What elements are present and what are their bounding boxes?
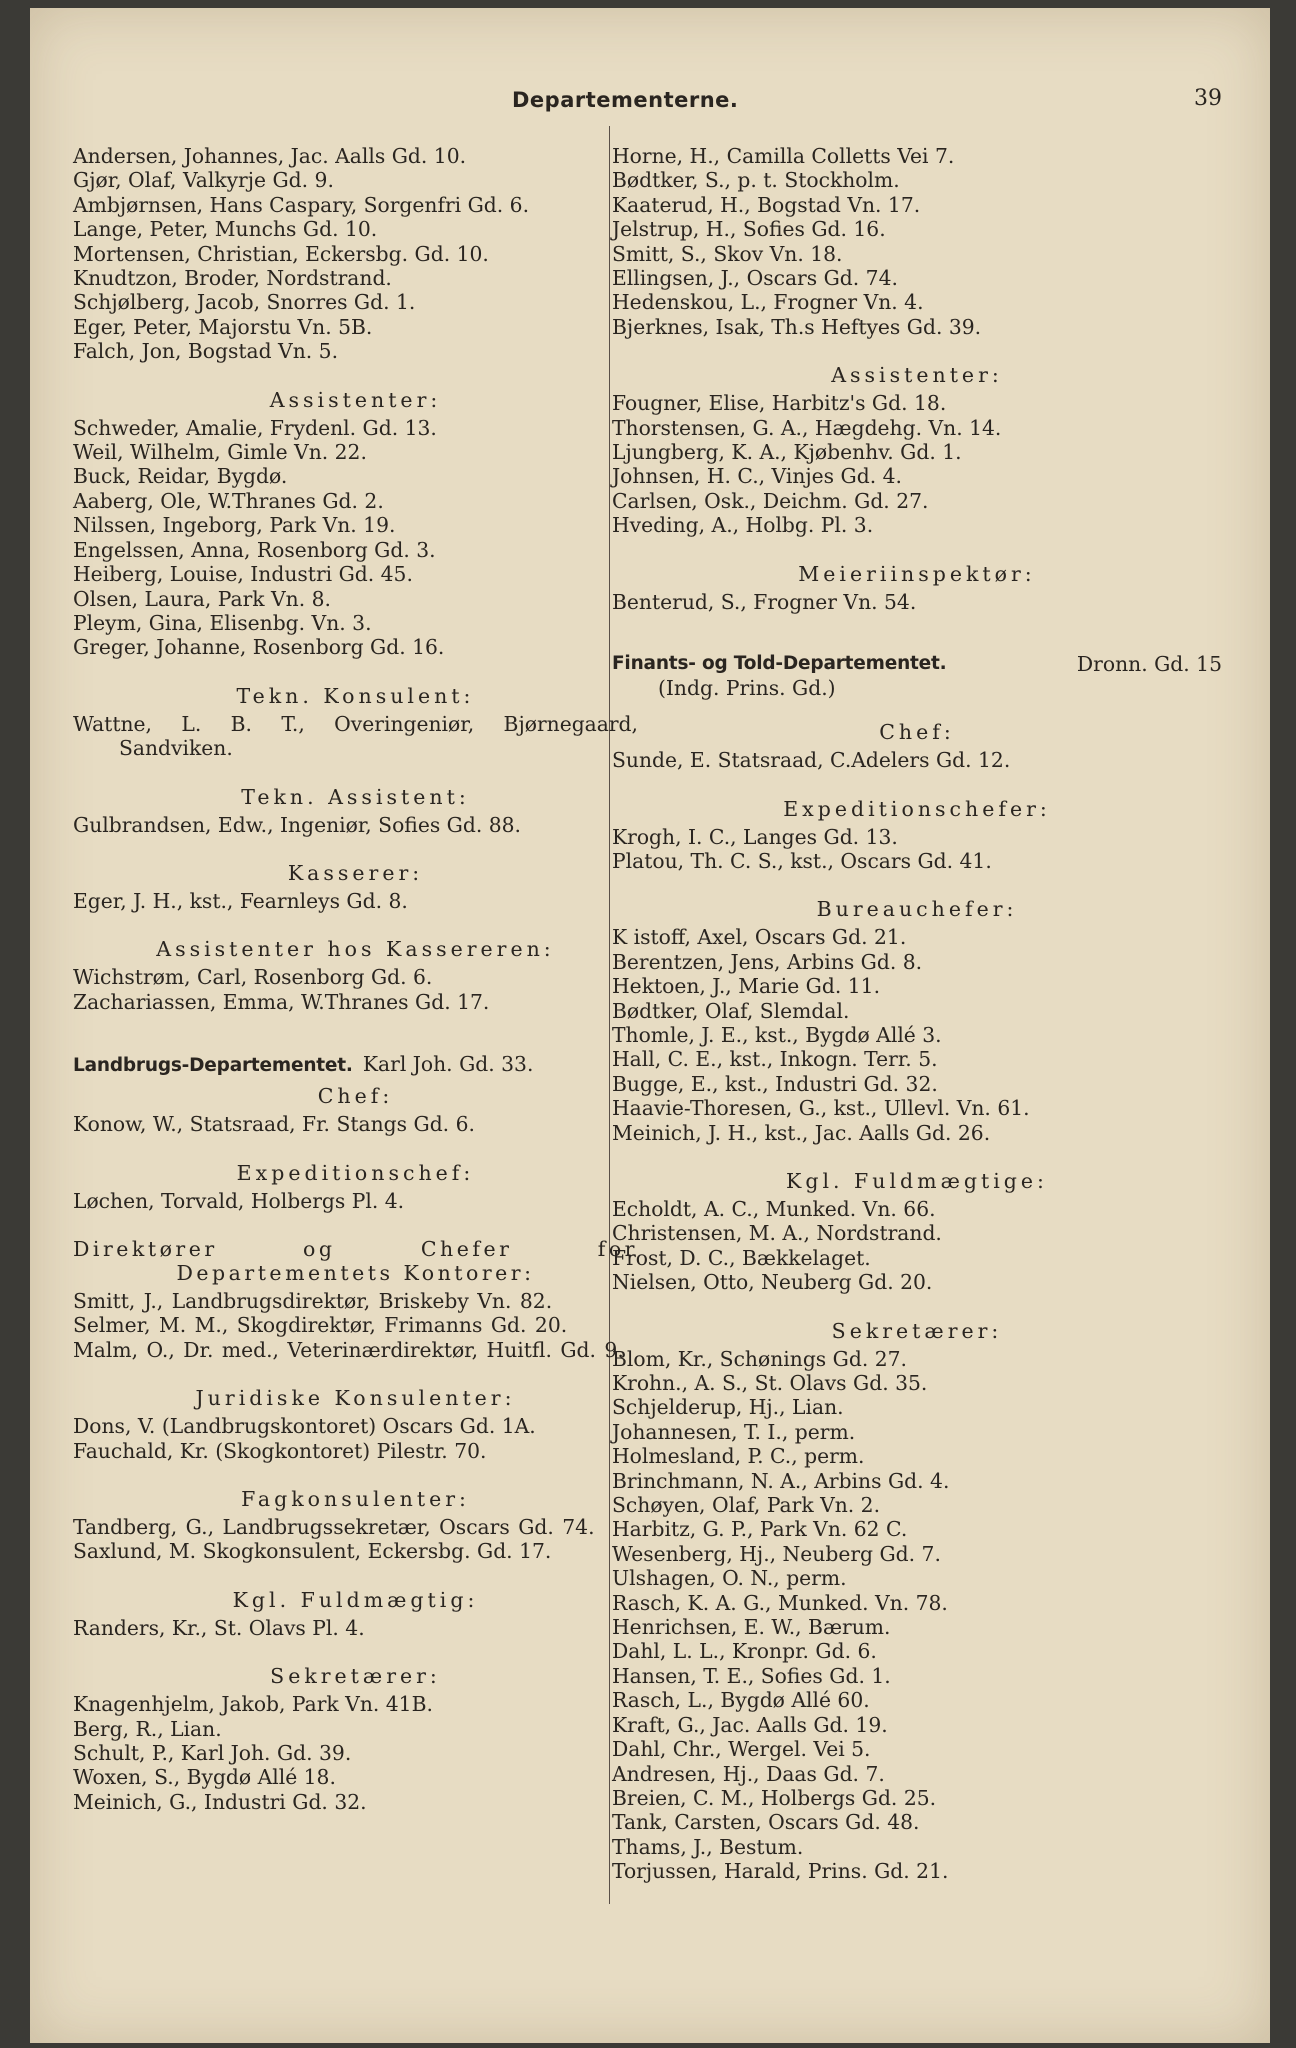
- directory-entry: Knudtzon, Broder, Nordstrand.: [73, 266, 392, 291]
- section-heading: Tekn. Konsulent:: [236, 683, 475, 708]
- section-heading: Tekn. Assistent:: [241, 784, 470, 809]
- directory-entry: Carlsen, Osk., Deichm. Gd. 27.: [612, 488, 929, 513]
- section-heading: Fagkonsulenter:: [241, 1487, 470, 1511]
- directory-entry: Olsen, Laura, Park Vn. 8.: [73, 586, 331, 611]
- department-title: [73, 1052, 638, 1078]
- directory-entry: Zachariassen, Emma, W.Thranes Gd. 17.: [73, 989, 490, 1014]
- directory-entry: Lange, Peter, Munchs Gd. 10.: [73, 217, 378, 242]
- section-heading: Expeditionschefer:: [783, 796, 1051, 821]
- directory-entry: Pleym, Gina, Elisenbg. Vn. 3.: [73, 610, 372, 635]
- section-heading: Assistenter:: [831, 363, 1003, 388]
- directory-entry: Christensen, M. A., Nordstrand.: [612, 1221, 942, 1246]
- section-heading: Chef:: [317, 1084, 394, 1109]
- directory-entry: Schjølberg, Jacob, Snorres Gd. 1.: [73, 290, 416, 315]
- directory-entry: Hedenskou, L., Frogner Vn. 4.: [612, 290, 924, 315]
- directory-entry: Krohn., A. S., St. Olavs Gd. 35.: [612, 1371, 928, 1395]
- directory-entry: Meinich, G., Industri Gd. 32.: [73, 1789, 367, 1814]
- directory-entry: Knagenhjelm, Jakob, Park Vn. 41B.: [73, 1692, 433, 1717]
- section-heading: Sekretærer:: [831, 1318, 1003, 1343]
- directory-entry: Andresen, Hj., Daas Gd. 7.: [612, 1761, 885, 1786]
- directory-entry: Selmer, M. M., Skogdirektør, Frimanns Gd. 20.: [73, 1313, 568, 1338]
- directory-entry: Ljungberg, K. A., Kjøbenhv. Gd. 1.: [612, 440, 962, 465]
- directory-entry: Bugge, E., kst., Industri Gd. 32.: [612, 1071, 938, 1096]
- directory-entry: Hektoen, J., Marie Gd. 11.: [612, 974, 881, 999]
- directory-entry: Platou, Th. C. S., kst., Oscars Gd. 41.: [612, 848, 992, 873]
- directory-entry: Wesenberg, Hj., Neuberg Gd. 7.: [612, 1541, 941, 1566]
- section-heading: Kgl. Fuldmægtige:: [786, 1168, 1048, 1193]
- section-heading: Sekretærer:: [270, 1664, 441, 1689]
- directory-entry: Fougner, Elise, Harbitz's Gd. 18.: [612, 391, 947, 416]
- section-heading: Juridiske Konsulenter:: [195, 1386, 516, 1411]
- directory-entry: Meinich, J. H., kst., Jac. Aalls Gd. 26.: [612, 1120, 991, 1145]
- directory-entry: Ambjørnsen, Hans Caspary, Sorgenfri Gd. 6.: [73, 192, 530, 217]
- directory-entry: Haavie-Thoresen, G., kst., Ullevl. Vn. 61.: [612, 1096, 1030, 1121]
- running-title: Departementerne.: [512, 88, 739, 112]
- directory-entry: Wichstrøm, Carl, Rosenborg Gd. 6.: [73, 965, 433, 990]
- directory-entry: Nilssen, Ingeborg, Park Vn. 19.: [73, 513, 396, 538]
- directory-entry: Frost, D. C., Bækkelaget.: [612, 1245, 871, 1270]
- directory-entry: Hansen, T. E., Sofies Gd. 1.: [612, 1663, 891, 1688]
- directory-entry: Randers, Kr., St. Olavs Pl. 4.: [73, 1615, 365, 1640]
- directory-entry: Blom, Kr., Schønings Gd. 27.: [612, 1346, 907, 1371]
- directory-entry: Johannesen, T. I., perm.: [612, 1419, 856, 1444]
- directory-page: [30, 8, 1270, 2043]
- section-heading: Chef:: [879, 720, 955, 745]
- directory-entry: Berentzen, Jens, Arbins Gd. 8.: [612, 949, 923, 974]
- directory-entry: Bødtker, S., p. t. Stockholm.: [612, 168, 900, 193]
- directory-entry: Woxen, S., Bygdø Allé 18.: [73, 1765, 336, 1790]
- section-heading: Meieriinspektør:: [798, 561, 1036, 586]
- section-heading: Direktører og Chefer for Departementets Kontorer:: [73, 1236, 638, 1285]
- directory-entry: Brinchmann, N. A., Arbins Gd. 4.: [612, 1468, 950, 1493]
- directory-entry: Wattne, L. B. T., Overingeniør, Bjørnegaard, Sandviken.: [73, 711, 638, 761]
- directory-entry: Dons, V. (Landbrugskontoret) Oscars Gd. 1A.: [73, 1414, 536, 1439]
- directory-entry: Weil, Wilhelm, Gimle Vn. 22.: [73, 440, 367, 465]
- department-name: Finants- og Told-Departementet.: [612, 653, 947, 675]
- directory-entry: Aaberg, Ole, W.Thranes Gd. 2.: [73, 488, 384, 513]
- directory-entry: Gjør, Olaf, Valkyrje Gd. 9.: [73, 168, 334, 193]
- directory-entry: Saxlund, M. Skogkonsulent, Eckersbg. Gd. 17.: [73, 1539, 552, 1564]
- directory-entry: Rasch, L., Bygdø Allé 60.: [612, 1688, 870, 1713]
- section-heading: Assistenter:: [269, 387, 442, 412]
- department-title: [612, 652, 1222, 700]
- directory-entry: Krogh, I. C., Langes Gd. 13.: [612, 824, 898, 849]
- directory-entry: Kaaterud, H., Bogstad Vn. 17.: [612, 192, 921, 217]
- directory-entry: Fauchald, Kr. (Skogkontoret) Pilestr. 70.: [73, 1438, 487, 1463]
- directory-entry: Heiberg, Louise, Industri Gd. 45.: [73, 562, 413, 587]
- right-column: [612, 144, 1222, 1884]
- directory-entry: Holmesland, P. C., perm.: [612, 1444, 865, 1469]
- directory-entry: Jelstrup, H., Sofies Gd. 16.: [612, 217, 886, 242]
- directory-entry: Sunde, E. Statsraad, C.Adelers Gd. 12.: [612, 748, 1011, 773]
- directory-entry: Smitt, S., Skov Vn. 18.: [612, 241, 843, 266]
- directory-entry: Tandberg, G., Landbrugssekretær, Oscars Gd. 74.: [73, 1515, 595, 1539]
- directory-entry: Greger, Johanne, Rosenborg Gd. 16.: [73, 635, 445, 660]
- directory-entry: Hveding, A., Holbg. Pl. 3.: [612, 513, 874, 538]
- directory-entry: Smitt, J., Landbrugsdirektør, Briskeby Vn. 82.: [73, 1288, 553, 1313]
- section-heading: Expeditionschef:: [236, 1160, 475, 1185]
- department-address: Dronn. Gd. 15: [1076, 652, 1222, 677]
- directory-entry: Hall, C. E., kst., Inkogn. Terr. 5.: [612, 1047, 938, 1072]
- department-address-continued: (Indg. Prins. Gd.): [658, 676, 836, 701]
- department-name: Landbrugs-Departementet.: [73, 1055, 353, 1077]
- directory-entry: Kraft, G., Jac. Aalls Gd. 19.: [612, 1712, 888, 1737]
- directory-entry: Thams, J., Bestum.: [612, 1834, 804, 1859]
- directory-entry: Henrichsen, E. W., Bærum.: [612, 1615, 891, 1640]
- directory-entry: Schweder, Amalie, Frydenl. Gd. 13.: [73, 415, 437, 440]
- directory-entry: Berg, R., Lian.: [73, 1716, 222, 1741]
- section-heading: Kasserer:: [287, 860, 424, 885]
- directory-entry: Falch, Jon, Bogstad Vn. 5.: [73, 339, 339, 364]
- directory-entry: Løchen, Torvald, Holbergs Pl. 4.: [73, 1188, 405, 1213]
- directory-entry: Bødtker, Olaf, Slemdal.: [612, 998, 850, 1023]
- directory-entry: Horne, H., Camilla Colletts Vei 7.: [612, 144, 955, 168]
- directory-entry: Schjelderup, Hj., Lian.: [612, 1395, 844, 1420]
- section-heading: Kgl. Fuldmægtig:: [232, 1587, 479, 1612]
- directory-entry: Tank, Carsten, Oscars Gd. 48.: [612, 1810, 920, 1835]
- directory-entry: Dahl, Chr., Wergel. Vei 5.: [612, 1737, 871, 1762]
- directory-entry: Echoldt, A. C., Munked. Vn. 66.: [612, 1196, 936, 1221]
- page-number: 39: [1194, 86, 1222, 111]
- directory-entry: Bjerknes, Isak, Th.s Heftyes Gd. 39.: [612, 314, 982, 339]
- directory-entry: Dahl, L. L., Kronpr. Gd. 6.: [612, 1639, 877, 1664]
- directory-entry: Konow, W., Statsraad, Fr. Stangs Gd. 6.: [73, 1112, 475, 1137]
- page-header: [30, 82, 1270, 122]
- directory-entry: Thomle, J. E., kst., Bygdø Allé 3.: [612, 1022, 942, 1047]
- directory-entry: Schult, P., Karl Joh. Gd. 39.: [73, 1741, 352, 1766]
- directory-entry: Johnsen, H. C., Vinjes Gd. 4.: [612, 464, 902, 489]
- directory-entry: Harbitz, G. P., Park Vn. 62 C.: [612, 1517, 908, 1542]
- directory-entry: Eger, J. H., kst., Fearnleys Gd. 8.: [73, 888, 408, 913]
- directory-entry: K istoff, Axel, Oscars Gd. 21.: [612, 925, 907, 950]
- directory-entry: Ellingsen, J., Oscars Gd. 74.: [612, 266, 898, 291]
- section-heading: Bureauchefer:: [816, 897, 1018, 922]
- left-column: [73, 144, 638, 1814]
- directory-entry: Torjussen, Harald, Prins. Gd. 21.: [612, 1859, 949, 1884]
- directory-entry: Andersen, Johannes, Jac. Aalls Gd. 10.: [73, 144, 467, 168]
- section-heading: Assistenter hos Kassereren:: [156, 937, 555, 962]
- directory-entry: Benterud, S., Frogner Vn. 54.: [612, 589, 917, 614]
- directory-entry: Malm, O., Dr. med., Veterinærdirektør, Huitfl. Gd. 9.: [73, 1337, 624, 1362]
- directory-entry: Engelssen, Anna, Rosenborg Gd. 3.: [73, 537, 436, 562]
- directory-entry: Gulbrandsen, Edw., Ingeniør, Sofies Gd. 88.: [73, 812, 522, 837]
- directory-entry: Thorstensen, G. A., Hægdehg. Vn. 14.: [612, 415, 1002, 440]
- department-title-row: [612, 652, 1222, 676]
- directory-entry: Mortensen, Christian, Eckersbg. Gd. 10.: [73, 241, 489, 266]
- directory-entry: Buck, Reidar, Bygdø.: [73, 464, 288, 489]
- directory-entry: Nielsen, Otto, Neuberg Gd. 20.: [612, 1270, 933, 1295]
- directory-entry: Eger, Peter, Majorstu Vn. 5B.: [73, 314, 373, 339]
- directory-entry: Breien, C. M., Holbergs Gd. 25.: [612, 1785, 937, 1810]
- directory-entry: Rasch, K. A. G., Munked. Vn. 78.: [612, 1590, 948, 1615]
- directory-entry: Ulshagen, O. N., perm.: [612, 1566, 847, 1591]
- directory-entry: Schøyen, Olaf, Park Vn. 2.: [612, 1493, 881, 1518]
- department-address: Karl Joh. Gd. 33.: [362, 1052, 534, 1077]
